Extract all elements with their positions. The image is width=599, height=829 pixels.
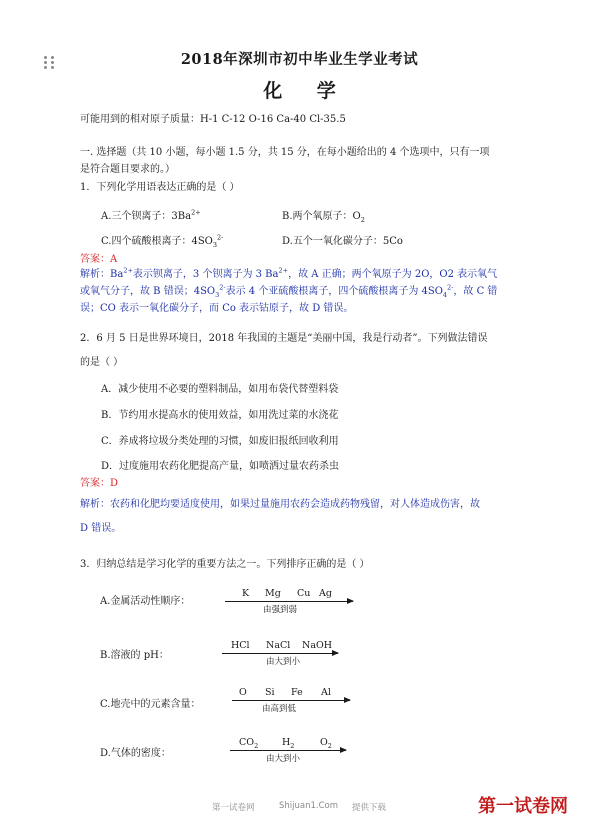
footer-site-name: 第一试卷网 [212,803,255,813]
q3-option-b-label: B.溶液的 pH： [100,650,169,661]
q2-analysis-line-2: D 错误。 [80,523,122,534]
sequence-order-note: 由强到弱 [263,605,298,615]
q1-option-c: C.四个硫酸根离子：$4SO_3^{2-}$ [101,233,224,249]
q2-option-c: C．养成将垃圾分类处理的习惯，如废旧报纸回收利用 [101,436,339,447]
q2-option-d: D．过度施用农药化肥提高产量，如喷洒过量农药杀虫 [101,461,340,472]
sequence-item: NaCl [266,640,291,651]
atomic-masses: 可能用到的相对原子质量：H-1 C-12 O-16 Ca-40 Cl-35.5 [80,114,346,125]
sequence-item: $CO_2$ [239,737,259,750]
arrow-right-icon [225,601,353,602]
q2-answer: 答案：D [80,478,119,489]
footer-site-url[interactable]: Shijuan1.Com [279,801,339,811]
sequence-item: O [239,687,247,698]
sequence-item: Cu [297,588,311,599]
q1-analysis-line-1: 解析：$Ba^{2+}$表示钡离子，3 个钡离子为 3 $Ba^{2+}$，故 A 正确；两个氧原子为 2O，O2 表示氧气 [80,266,498,280]
sequence-order-note: 由高到低 [262,704,297,714]
q3-stem: 3．归纳总结是学习化学的重要方法之一。下列排序正确的是（ ） [80,559,370,570]
section-header-line-2: 是符合题目要求的。） [80,164,175,175]
arrow-right-icon [222,653,338,654]
brand-logo-text: 第一试卷网 [478,796,568,817]
q2-option-b: B．节约用水提高水的使用效益，如用洗过菜的水浇花 [101,410,339,421]
q1-option-d: D.五个一氧化碳分子：5Co [282,236,403,247]
q2-analysis-line-1: 解析：农药和化肥均要适度使用，如果过量施用农药会造成药物残留，对人体造成伤害，故 [80,499,480,510]
subject-title: 化 学 [263,80,350,102]
sequence-item: NaOH [302,640,333,651]
sequence-order-note: 由大到小 [266,657,301,667]
q3-option-a-label: A.金属活动性顺序： [100,596,191,607]
q2-stem-line-1: 2．6 月 5 日是世界环境日，2018 年我国的主题是“美丽中国，我是行动者”。下列做法错误 [80,333,488,344]
sequence-item: $H_2$ [282,737,295,750]
q1-analysis-line-2: 或氧气分子，故 B 错误；$4SO_3^{2-}$表示 4 个亚硫酸根离子，四个硫酸根离子为 $4SO_4^{2-}$，故 C 错 [80,283,498,299]
q2-stem-line-2: 的是（ ） [80,357,124,368]
document-title: 2018年深圳市初中毕业生学业考试 [180,51,419,68]
sequence-item: Ag [319,588,332,599]
sequence-item: HCl [231,640,250,651]
sequence-item: Fe [291,687,303,698]
sequence-item: Si [265,687,275,698]
q1-option-a: A.三个钡离子：$3Ba^{2+}$ [101,208,201,222]
arrow-right-icon [230,750,346,751]
q3-option-d-label: D.气体的密度： [100,748,171,759]
footer-download: 提供下载 [352,803,387,813]
q2-option-a: A．减少使用不必要的塑料制品，如用布袋代替塑料袋 [101,384,339,395]
q1-stem: 1．下列化学用语表达正确的是（ ） [80,182,240,193]
sequence-item: $O_2$ [320,737,332,750]
q1-option-b: B.两个氧原子：$O_2$ [282,211,365,224]
q1-answer: 答案：A [80,254,118,265]
sequence-order-note: 由大到小 [266,754,301,764]
sequence-item: Mg [265,588,281,599]
q1-analysis-line-3: 误；CO 表示一氧化碳分子，而 Co 表示钴原子，故 D 错误。 [80,303,354,314]
q3-option-c-label: C.地壳中的元素含量： [100,699,201,710]
sequence-item: Al [321,687,331,698]
section-header-line-1: 一. 选择题（共 10 小题，每小题 1.5 分，共 15 分，在每小题给出的 4 个选项中，只有一项 [80,147,490,158]
sequence-item: K [242,588,250,599]
arrow-right-icon [232,700,350,701]
